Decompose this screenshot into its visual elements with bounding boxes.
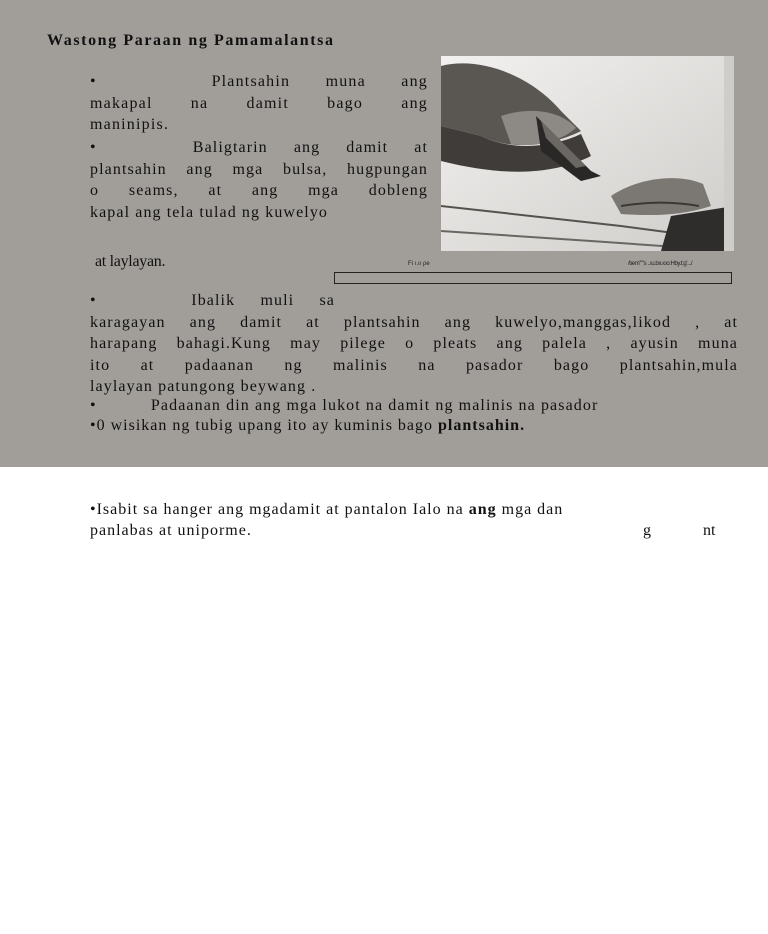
list-item [90, 499, 730, 521]
item-line: ito at padaanan ng malinis na pasador bago plantsahin,mula [90, 356, 738, 374]
page-title: Wastong Paraan ng Pamamalantsa [47, 32, 335, 49]
list-item [90, 395, 730, 417]
item-bold: plantsahin. [438, 417, 526, 434]
list-item [90, 415, 730, 437]
item-line: o seams, at ang mga dobleng [90, 182, 428, 199]
item-line: Padaanan din ang mga lukot na damit ng malinis na pasador [150, 397, 599, 414]
stray-fragment: nt [703, 522, 716, 539]
item-line: laylayan patungong beywang . [90, 378, 317, 395]
item-line: harapang bahagi.Kung may pilege o pleats ang palela , ayusin muna [90, 335, 738, 352]
ironing-photo [441, 56, 734, 251]
item-line: karagayan ang damit at plantsahin ang kuwelyo,manggas,likod , at [90, 313, 738, 331]
bullet: • [90, 139, 97, 156]
stray-fragment: g [643, 522, 651, 539]
item-line: •0 wisikan ng tubig upang ito ay kuminis bago [90, 417, 439, 434]
item-line: kapal ang tela tulad ng kuwelyo [90, 203, 329, 221]
bullet: • [90, 73, 97, 90]
item-line: Ibalik muli sa [191, 292, 335, 309]
photo-caption-right: /tıem'""s ..ıu.bıı.ıoo:Hby.t;g'.../ [628, 261, 693, 267]
item-line: •Isabit sa hanger ang mgadamit at pantalon Ialo na [90, 501, 469, 518]
bullet: • [90, 397, 97, 414]
list-item [90, 137, 428, 223]
list-item [90, 290, 738, 398]
bullet: • [90, 292, 97, 309]
item-line: Plantsahin muna ang [211, 73, 429, 90]
list-item-continuation: panlabas at uniporme. [90, 522, 252, 539]
item-continuation: at laylayan. [95, 253, 166, 270]
item-bold: ang [468, 501, 497, 518]
photo-caption-left: Fi ı.ıı ρe [408, 261, 430, 267]
item-line: mga dan [496, 501, 564, 518]
ironing-illustration [441, 56, 734, 251]
list-item [90, 71, 428, 136]
item-line: plantsahin ang mga bulsa, hugpungan [90, 160, 428, 178]
caption-box [334, 272, 732, 284]
item-line: makapal na damit bago ang [90, 94, 428, 112]
item-line: maninipis. [90, 116, 170, 133]
item-line: Baligtarin ang damit at [192, 139, 428, 156]
